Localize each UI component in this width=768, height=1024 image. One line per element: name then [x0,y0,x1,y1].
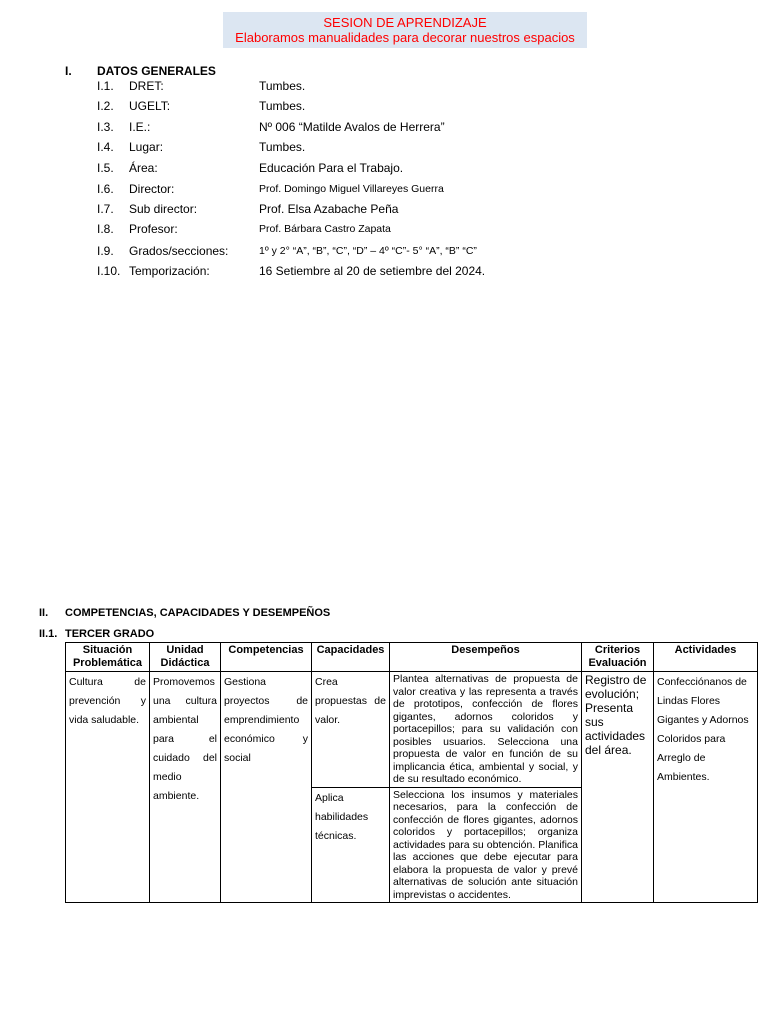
row-number: I.1. [97,79,114,93]
row-number: I.10. [97,264,121,278]
section2-number: II. [39,607,49,619]
row-value: Nº 006 “Matilde Avalos de Herrera” [259,120,445,134]
row-label: Sub director: [129,202,198,216]
header-criterios: Criterios Evaluación [582,643,654,672]
row-number: I.4. [97,140,114,154]
cell-competencia: Gestiona proyectos de emprendimiento económico y social [221,672,312,903]
row-value: 1º y 2° “A”, “B”, “C”, “D” – 4º “C”- 5° “A”, “B” “C” [259,245,477,257]
row-label: Temporización: [129,264,210,278]
row-label: I.E.: [129,120,151,134]
row-label: Lugar: [129,140,164,154]
subsection-title: TERCER GRADO [65,628,155,640]
section1-number: I. [65,64,72,78]
header-desempenos: Desempeños [390,643,582,672]
competencies-table [65,642,758,903]
row-value: Tumbes. [259,99,306,113]
section1-title: DATOS GENERALES [97,64,216,78]
cell-situacion: Cultura de prevención y vida saludable. [66,672,150,903]
session-title: SESION DE APRENDIZAJE [323,15,487,30]
row-number: I.8. [97,222,114,236]
header-unidad: Unidad Didáctica [150,643,221,672]
cell-capacidad-1: Crea propuestas de valor. [312,672,390,788]
row-value: 16 Setiembre al 20 de setiembre del 2024. [259,264,486,278]
row-label: DRET: [129,79,164,93]
header-actividades: Actividades [654,643,758,672]
row-number: I.7. [97,202,114,216]
subsection-number: II.1. [39,628,58,640]
row-value: Educación Para el Trabajo. [259,161,404,175]
row-value: Tumbes. [259,79,306,93]
row-number: I.6. [97,182,114,196]
cell-desempeno-1: Plantea alternativas de propuesta de valor creativa y las representa a través de prototipos, confección de flores gigantes, adornos coloridos y portacepillos; para su validación con posibles usuarios. Selecciona una propuesta de valor en función de su implicancia ética, ambiental y social, y de su resultado económico. [390,672,582,788]
row-number: I.2. [97,99,114,113]
cell-actividades: Confecciónanos de Lindas Flores Gigantes y Adornos Coloridos para Arreglo de Ambientes. [654,672,758,903]
cell-criterios: Registro de evolución; Presenta sus actividades del área. [582,672,654,903]
row-value: Tumbes. [259,140,306,154]
row-value: Prof. Elsa Azabache Peña [259,202,399,216]
table-row [66,672,758,788]
header-situacion: Situación Problemática [66,643,150,672]
cell-capacidad-2: Aplica habilidades técnicas. [312,787,390,903]
header-competencias: Competencias [221,643,312,672]
row-number: I.5. [97,161,114,175]
row-number: I.3. [97,120,114,134]
row-label: Área: [129,161,158,175]
cell-desempeno-2: Selecciona los insumos y materiales necesarios, para la confección de confección de flores gigantes, adornos coloridos y portacepillos; organiza actividades para su obtención. Planifica las acciones que debe ejecutar para elabora la propuesta de valor y prevé alternativas de solución ante situación imprevistas o accidentes. [390,787,582,903]
session-title-box [223,12,587,48]
row-number: I.9. [97,244,114,258]
row-label: Grados/secciones: [129,244,229,258]
header-capacidades: Capacidades [312,643,390,672]
row-label: Director: [129,182,175,196]
table-header-row [66,643,758,672]
session-subtitle: Elaboramos manualidades para decorar nuestros espacios [235,30,575,45]
section2-title: COMPETENCIAS, CAPACIDADES Y DESEMPEÑOS [65,607,331,619]
row-label: UGELT: [129,99,171,113]
cell-unidad: Promovemos una cultura ambiental para el cuidado del medio ambiente. [150,672,221,903]
row-value: Prof. Bárbara Castro Zapata [259,223,391,235]
row-value: Prof. Domingo Miguel Villareyes Guerra [259,183,444,195]
row-label: Profesor: [129,222,178,236]
